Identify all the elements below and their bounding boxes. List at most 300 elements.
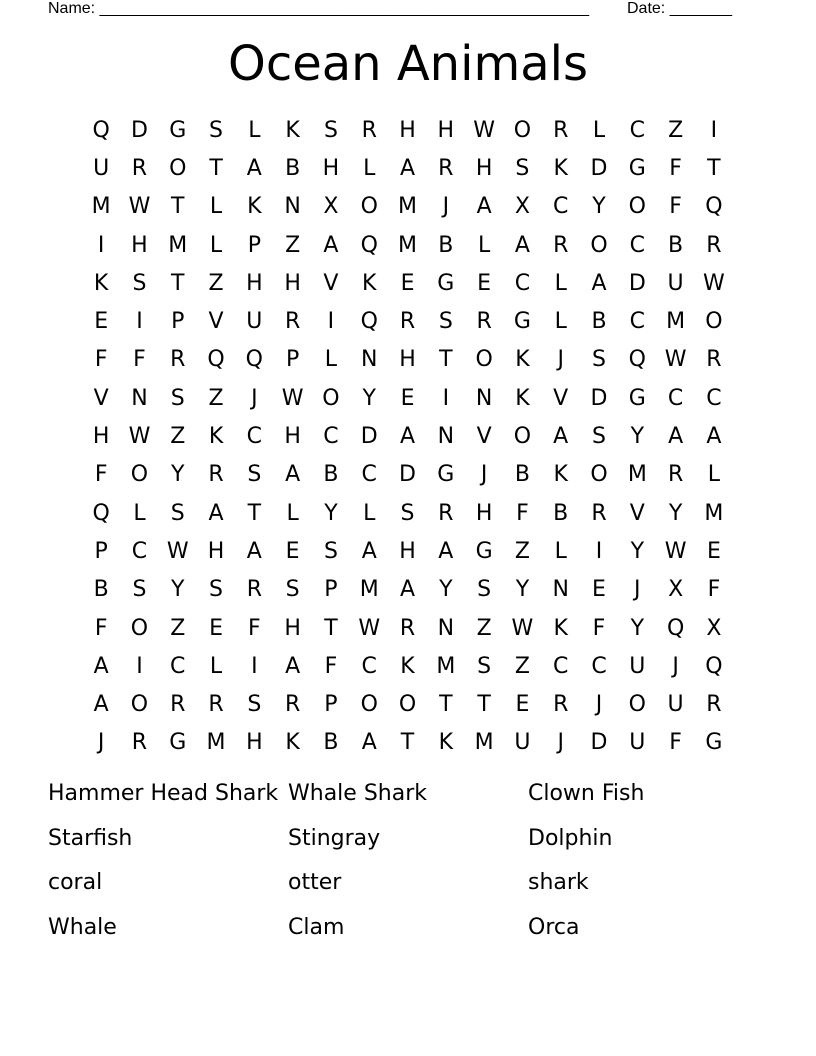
grid-letter: J [557, 347, 564, 373]
grid-letter: L [209, 653, 223, 679]
grid-letter: U [514, 730, 531, 756]
grid-letter: Z [476, 615, 492, 641]
grid-letter: F [94, 462, 108, 488]
grid-letter: W [128, 424, 151, 450]
grid-letter: F [94, 347, 108, 373]
grid-letter: H [437, 117, 455, 143]
grid-letter: K [553, 615, 568, 641]
name-field: Name: _______________________________________________________ [48, 0, 589, 17]
grid-letter: L [707, 462, 721, 488]
grid-letter: S [592, 424, 606, 450]
grid-letter: F [248, 615, 261, 641]
grid-letter: B [323, 462, 339, 488]
grid-letter: C [667, 385, 684, 411]
grid-letter: P [247, 232, 261, 258]
grid-letter: V [476, 424, 492, 450]
grid-letter: O [130, 615, 149, 641]
grid-letter: C [514, 270, 531, 296]
grid-letter: G [437, 462, 455, 488]
grid-letter: J [442, 194, 450, 220]
grid-letter: Y [630, 424, 645, 450]
grid-letter: B [553, 500, 569, 526]
word-list-item: Whale Shark [288, 781, 427, 806]
grid-letter: G [475, 538, 493, 564]
grid-letter: K [400, 653, 415, 679]
grid-letter: A [246, 538, 262, 564]
grid-letter: L [248, 117, 261, 143]
grid-letter: R [208, 462, 224, 488]
grid-letter: W [166, 538, 189, 564]
grid-letter: W [703, 270, 725, 296]
grid-letter: Y [439, 577, 453, 603]
grid-letter: D [399, 462, 416, 488]
grid-letter: A [399, 424, 416, 450]
grid-letter: A [246, 155, 262, 181]
grid-letter: R [170, 347, 186, 373]
grid-letter: T [247, 500, 262, 526]
grid-letter: G [513, 309, 531, 335]
grid-letter: E [592, 577, 606, 603]
grid-letter: I [251, 653, 258, 679]
grid-letter: R [399, 309, 416, 335]
grid-letter: M [398, 194, 418, 220]
grid-letter: S [247, 692, 262, 718]
grid-letter: C [629, 117, 645, 143]
grid-letter: S [170, 500, 185, 526]
grid-letter: M [91, 194, 111, 220]
word-list-item: Orca [528, 915, 580, 941]
grid-letter: R [170, 692, 186, 718]
grid-letter: A [285, 653, 301, 679]
grid-letter: T [400, 730, 415, 756]
grid-letter: M [206, 730, 226, 756]
grid-letter: A [93, 653, 109, 679]
grid-letter: P [94, 538, 108, 564]
grid-letter: E [400, 270, 415, 296]
grid-letter: N [552, 577, 569, 603]
grid-letter: Z [170, 615, 186, 641]
grid-letter: B [591, 309, 607, 335]
word-list-item: Clam [288, 915, 345, 941]
grid-letter: Y [592, 194, 606, 220]
grid-letter: I [327, 309, 335, 335]
grid-letter: X [668, 577, 684, 603]
grid-letter: U [629, 653, 646, 679]
grid-letter: R [131, 155, 148, 181]
grid-letter: A [514, 232, 530, 258]
grid-letter: C [553, 194, 569, 220]
grid-letter: L [554, 270, 567, 296]
grid-letter: F [94, 615, 108, 641]
grid-letter: X [323, 194, 339, 220]
grid-letter: B [285, 155, 301, 181]
grid-letter: A [208, 500, 224, 526]
grid-letter: A [285, 462, 301, 488]
grid-letter: Q [705, 653, 723, 679]
grid-letter: D [590, 385, 608, 411]
grid-letter: R [553, 117, 569, 143]
grid-letter: K [515, 347, 530, 373]
grid-letter: H [475, 500, 493, 526]
grid-letter: R [284, 692, 301, 718]
grid-letter: H [399, 117, 416, 143]
grid-letter: R [208, 692, 224, 718]
grid-letter: R [591, 500, 607, 526]
grid-letter: K [553, 462, 568, 488]
grid-letter: H [284, 615, 301, 641]
word-list [48, 776, 768, 955]
grid-letter: O [360, 692, 378, 718]
grid-letter: T [209, 155, 223, 181]
grid-letter: L [363, 500, 376, 526]
word-list-item: Clown Fish [528, 781, 645, 806]
grid-letter: J [557, 730, 564, 756]
grid-letter: J [251, 385, 258, 411]
grid-letter: K [553, 155, 568, 181]
grid-letter: R [553, 232, 569, 258]
grid-letter: O [130, 692, 149, 718]
grid-letter: T [439, 692, 453, 718]
grid-letter: K [285, 730, 300, 756]
grid-letter: L [554, 538, 567, 564]
grid-letter: T [707, 155, 721, 181]
grid-letter: H [475, 155, 493, 181]
grid-letter: Q [207, 347, 225, 373]
word-list-item: coral [48, 870, 103, 896]
grid-letter: Z [668, 117, 684, 143]
grid-letter: A [591, 270, 607, 296]
grid-letter: Z [170, 424, 186, 450]
grid-letter: F [592, 615, 606, 641]
grid-letter: S [285, 577, 300, 603]
grid-letter: A [361, 730, 377, 756]
grid-letter: R [667, 462, 684, 488]
grid-letter: R [246, 577, 262, 603]
grid-letter: K [93, 270, 109, 296]
grid-letter: T [477, 692, 491, 718]
grid-letter: H [92, 424, 110, 450]
grid-letter: B [93, 577, 109, 603]
grid-letter: K [515, 385, 530, 411]
grid-letter: M [359, 577, 379, 603]
grid-letter: E [400, 385, 415, 411]
grid-letter: E [515, 692, 530, 718]
grid-letter: Q [245, 347, 263, 373]
grid-letter: Y [630, 615, 645, 641]
grid-letter: C [170, 653, 186, 679]
grid-letter: R [706, 232, 722, 258]
grid-letter: S [132, 577, 147, 603]
grid-letter: U [246, 309, 263, 335]
grid-letter: Z [514, 538, 530, 564]
word-list-item: Stingray [288, 825, 381, 851]
grid-letter: W [664, 347, 687, 373]
grid-letter: D [130, 117, 148, 143]
grid-letter: A [438, 538, 454, 564]
grid-letter: M [666, 309, 686, 335]
grid-letter: H [399, 347, 416, 373]
grid-letter: F [669, 155, 682, 181]
grid-letter: D [590, 155, 608, 181]
grid-letter: U [667, 692, 684, 718]
grid-letter: G [628, 385, 646, 411]
grid-letter: N [360, 347, 378, 373]
grid-letter: E [94, 309, 109, 335]
grid-letter: S [477, 577, 492, 603]
grid-letter: Z [285, 232, 301, 258]
grid-letter: Q [92, 500, 110, 526]
grid-letter: D [590, 730, 608, 756]
grid-letter: V [323, 270, 339, 296]
grid-letter: G [169, 730, 187, 756]
grid-letter: J [595, 692, 603, 718]
grid-letter: A [323, 232, 339, 258]
grid-letter: B [668, 232, 684, 258]
grid-letter: T [324, 615, 338, 641]
grid-letter: S [438, 309, 453, 335]
grid-letter: Y [324, 500, 338, 526]
grid-letter: P [285, 347, 300, 373]
grid-letter: C [323, 424, 339, 450]
grid-letter: K [438, 730, 454, 756]
header [48, 0, 748, 20]
grid-letter: F [669, 194, 682, 220]
grid-letter: B [438, 232, 454, 258]
grid-letter: L [477, 232, 491, 258]
grid-letter: I [595, 538, 603, 564]
grid-letter: E [706, 538, 721, 564]
grid-letter: H [131, 232, 148, 258]
grid-letter: Q [360, 232, 378, 258]
grid-letter: Y [362, 385, 376, 411]
grid-letter: O [169, 155, 187, 181]
grid-letter: D [360, 424, 378, 450]
grid-letter: H [284, 270, 301, 296]
grid-letter: V [629, 500, 645, 526]
grid-letter: N [437, 424, 455, 450]
grid-letter: H [246, 270, 263, 296]
grid-letter: I [136, 309, 143, 335]
grid-letter: R [706, 347, 722, 373]
grid-letter: B [514, 462, 530, 488]
grid-letter: A [706, 424, 722, 450]
grid-letter: B [323, 730, 339, 756]
grid-letter: S [323, 117, 338, 143]
grid-letter: K [247, 194, 262, 220]
grid-letter: O [590, 232, 608, 258]
grid-letter: V [208, 309, 224, 335]
grid-letter: Z [208, 270, 224, 296]
grid-letter: M [168, 232, 188, 258]
grid-letter: Y [171, 577, 185, 603]
grid-letter: R [131, 730, 148, 756]
grid-letter: S [247, 462, 262, 488]
grid-letter: O [475, 347, 493, 373]
grid-letter: C [131, 538, 148, 564]
word-list-item: Hammer Head Shark [48, 781, 279, 806]
grid-letter: H [246, 730, 263, 756]
grid-letter: C [629, 309, 645, 335]
grid-letter: T [439, 347, 453, 373]
grid-letter: L [592, 117, 606, 143]
grid-letter: O [130, 462, 149, 488]
date-field: Date: _______ [627, 0, 732, 17]
grid-letter: T [171, 270, 185, 296]
grid-letter: L [209, 232, 223, 258]
grid-letter: W [664, 538, 687, 564]
grid-letter: F [707, 577, 721, 603]
grid-letter: S [323, 538, 338, 564]
grid-letter: P [324, 692, 338, 718]
grid-letter: N [131, 385, 148, 411]
grid-letter: L [209, 194, 223, 220]
grid-letter: M [398, 232, 418, 258]
grid-letter: L [363, 155, 376, 181]
grid-letter: S [592, 347, 606, 373]
grid-letter: H [207, 538, 225, 564]
grid-letter: C [553, 653, 569, 679]
grid-letter: C [591, 653, 607, 679]
grid-letter: N [437, 615, 455, 641]
grid-letter: M [474, 730, 494, 756]
word-list-item: Starfish [48, 825, 133, 851]
grid-letter: A [668, 424, 684, 450]
grid-letter: A [553, 424, 569, 450]
grid-letter: C [361, 462, 377, 488]
grid-letter: O [513, 424, 532, 450]
grid-letter: F [669, 730, 682, 756]
grid-letter: V [93, 385, 109, 411]
grid-letter: E [285, 538, 300, 564]
grid-letter: R [553, 692, 569, 718]
grid-letter: N [284, 194, 301, 220]
grid-letter: C [706, 385, 722, 411]
page-title: Ocean Animals [228, 36, 588, 92]
grid-letter: S [400, 500, 415, 526]
grid-letter: C [246, 424, 263, 450]
grid-letter: O [705, 309, 723, 335]
grid-letter: Q [92, 117, 110, 143]
grid-letter: H [322, 155, 340, 181]
grid-letter: J [480, 462, 488, 488]
grid-letter: U [629, 730, 646, 756]
grid-letter: R [438, 500, 454, 526]
grid-letter: O [360, 194, 378, 220]
grid-letter: R [399, 615, 416, 641]
grid-letter: I [97, 232, 105, 258]
grid-letter: W [473, 117, 495, 143]
grid-letter: Z [208, 385, 224, 411]
grid-letter: A [361, 538, 377, 564]
grid-letter: K [362, 270, 377, 296]
grid-letter: M [627, 462, 647, 488]
grid-letter: K [208, 424, 224, 450]
grid-letter: R [476, 309, 492, 335]
grid-letter: J [97, 730, 105, 756]
grid-letter: S [477, 653, 492, 679]
grid-letter: W [281, 385, 304, 411]
grid-letter: Q [666, 615, 685, 641]
grid-letter: F [133, 347, 146, 373]
grid-letter: L [133, 500, 146, 526]
grid-letter: Z [514, 653, 530, 679]
grid-letter: A [399, 155, 416, 181]
grid-letter: Y [668, 500, 683, 526]
grid-letter: E [209, 615, 223, 641]
grid-letter: Q [628, 347, 646, 373]
grid-letter: G [437, 270, 455, 296]
letter-grid [82, 111, 733, 762]
grid-letter: C [361, 653, 377, 679]
grid-letter: S [515, 155, 530, 181]
grid-letter: E [477, 270, 492, 296]
grid-letter: O [513, 117, 532, 143]
grid-letter: U [667, 270, 684, 296]
grid-letter: X [514, 194, 530, 220]
grid-letter: M [436, 653, 456, 679]
grid-letter: C [629, 232, 645, 258]
word-list-item: otter [288, 870, 342, 896]
grid-letter: V [553, 385, 569, 411]
grid-letter: Y [630, 538, 645, 564]
grid-letter: R [361, 117, 377, 143]
grid-letter: Q [360, 309, 378, 335]
grid-letter: S [132, 270, 147, 296]
grid-letter: Q [705, 194, 723, 220]
grid-letter: R [284, 309, 301, 335]
grid-letter: I [136, 653, 143, 679]
grid-letter: W [358, 615, 381, 641]
grid-letter: O [628, 194, 646, 220]
grid-letter: I [710, 117, 718, 143]
grid-letter: L [324, 347, 338, 373]
grid-letter: L [286, 500, 299, 526]
grid-letter: A [93, 692, 109, 718]
grid-letter: Y [515, 577, 530, 603]
grid-letter: O [322, 385, 340, 411]
grid-letter: O [398, 692, 417, 718]
grid-letter: U [93, 155, 110, 181]
grid-letter: J [672, 653, 679, 679]
grid-letter: G [169, 117, 187, 143]
grid-letter: H [399, 538, 416, 564]
grid-letter: S [209, 577, 224, 603]
grid-letter: F [324, 653, 338, 679]
grid-letter: T [171, 194, 185, 220]
grid-letter: K [285, 117, 300, 143]
grid-letter: P [171, 309, 185, 335]
word-list-item: Whale [48, 915, 117, 941]
grid-letter: P [324, 577, 338, 603]
grid-letter: O [590, 462, 608, 488]
grid-letter: R [438, 155, 454, 181]
word-list-item: shark [528, 870, 589, 896]
grid-letter: D [628, 270, 646, 296]
grid-letter: Y [171, 462, 185, 488]
grid-letter: G [628, 155, 646, 181]
grid-letter: X [706, 615, 722, 641]
grid-letter: J [634, 577, 641, 603]
grid-letter: H [284, 424, 301, 450]
grid-letter: L [554, 309, 567, 335]
grid-letter: N [475, 385, 493, 411]
grid-letter: G [705, 730, 723, 756]
word-list-item: Dolphin [528, 825, 613, 851]
grid-letter: S [209, 117, 224, 143]
grid-letter: A [476, 194, 492, 220]
grid-letter: S [170, 385, 185, 411]
grid-letter: W [128, 194, 151, 220]
